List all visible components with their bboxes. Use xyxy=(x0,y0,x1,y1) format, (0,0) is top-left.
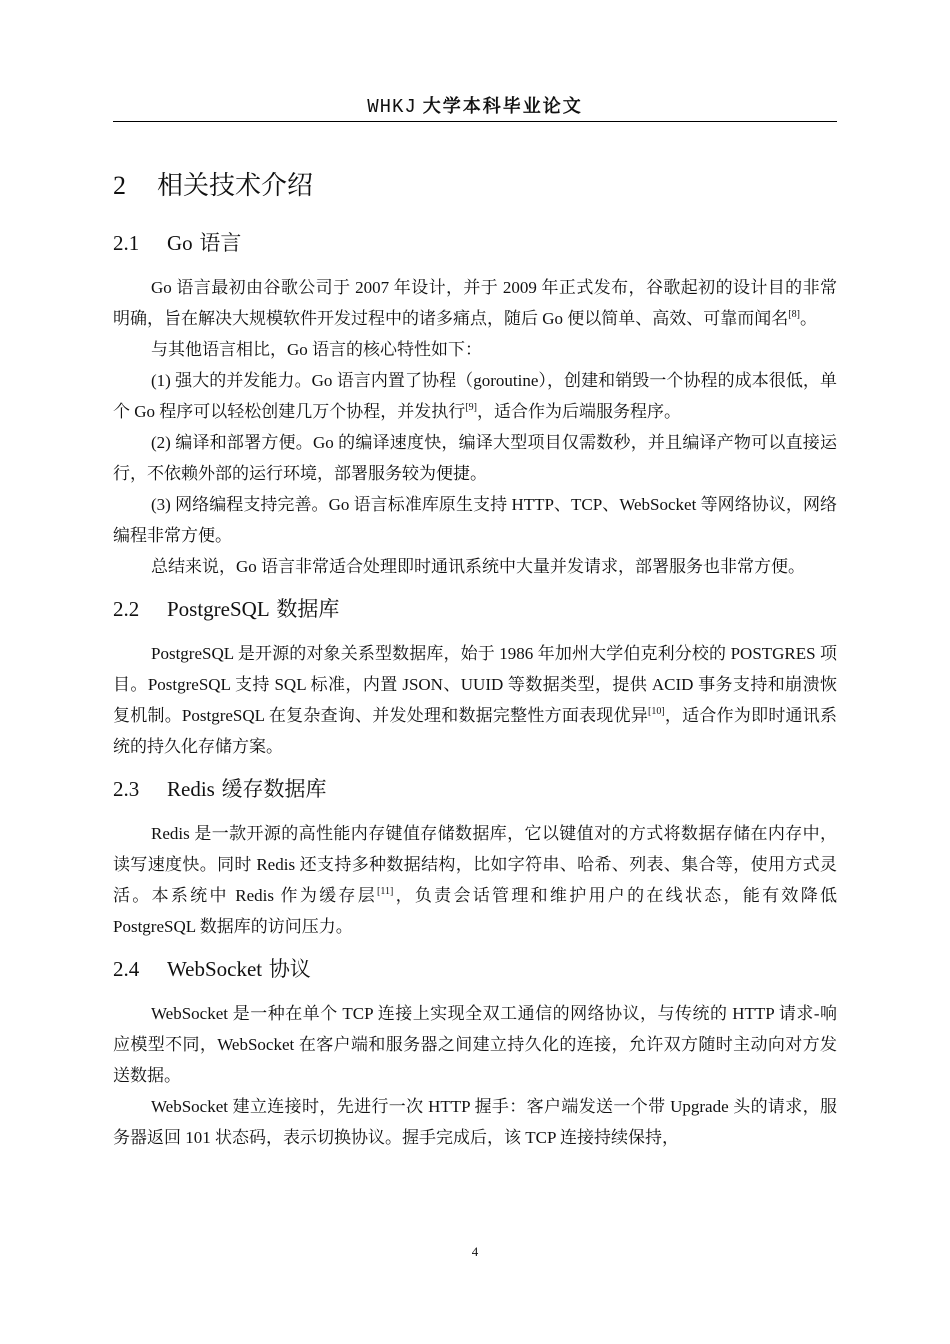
chapter-number: 2 xyxy=(113,171,126,200)
chapter-heading xyxy=(113,166,837,206)
section-heading xyxy=(113,592,837,626)
paragraph-text: Go 语言最初由谷歌公司于 2007 年设计，并于 2009 年正式发布，谷歌起初的设计目的非常明确，旨在解决大规模软件开发过程中的诸多痛点，随后 Go 便以简单、高效、可靠而闻名 xyxy=(113,278,837,328)
section-title-latin: PostgreSQL xyxy=(167,597,270,621)
paragraph xyxy=(113,998,837,1091)
header-school: WHKJ xyxy=(367,96,417,118)
paragraph-text-tail: ，适合作为后端服务程序。 xyxy=(476,402,681,421)
paragraph-text-tail: ，负责会话管理和维护用户的在线状态，能有效降低 PostgreSQL 数据库的访问压力。 xyxy=(113,886,837,936)
header-rule xyxy=(113,121,837,122)
paragraph xyxy=(113,365,837,427)
section-number: 2.3 xyxy=(113,777,140,801)
paragraph-text: (1) 强大的并发能力。Go 语言内置了协程（goroutine），创建和销毁一个协程的成本很低，单个 Go 程序可以轻松创建几万个协程，并发执行 xyxy=(113,371,837,421)
citation: [10] xyxy=(648,706,665,717)
section-title-cn: 协议 xyxy=(268,957,311,981)
running-header xyxy=(113,92,837,121)
paragraph xyxy=(113,551,837,582)
section-title-cn: 缓存数据库 xyxy=(221,777,327,801)
section-heading xyxy=(113,772,837,806)
paragraph xyxy=(113,1091,837,1153)
section-title-latin: Go xyxy=(167,231,193,255)
section-title-cn: 数据库 xyxy=(276,597,340,621)
section xyxy=(113,592,837,762)
paragraph xyxy=(113,334,837,365)
paragraph-text: WebSocket 是一种在单个 TCP 连接上实现全双工通信的网络协议，与传统的 HTTP 请求-响应模型不同，WebSocket 在客户端和服务器之间建立持久化的连接，允许双方随时主动向对方发送数据。 xyxy=(113,1004,837,1085)
paragraph-text-tail: ，适合作为即时通讯系统的持久化存储方案。 xyxy=(113,706,838,756)
citation: [9] xyxy=(465,402,477,413)
sections xyxy=(113,226,837,1153)
section-title-latin: WebSocket xyxy=(167,957,263,981)
section-title-latin: Redis xyxy=(167,777,215,801)
paragraph xyxy=(113,272,837,334)
paragraph-text: WebSocket 建立连接时，先进行一次 HTTP 握手：客户端发送一个带 Upgrade 头的请求，服务器返回 101 状态码，表示切换协议。握手完成后，该 TCP 连接持续保持， xyxy=(113,1097,837,1147)
section xyxy=(113,952,837,1153)
section xyxy=(113,226,837,582)
paragraph-text: (2) 编译和部署方便。Go 的编译速度快，编译大型项目仅需数秒，并且编译产物可以直接运行，不依赖外部的运行环境，部署服务较为便捷。 xyxy=(113,433,837,483)
section-number: 2.2 xyxy=(113,597,140,621)
section-title-cn: 语言 xyxy=(199,231,242,255)
section-heading xyxy=(113,226,837,260)
citation: [11] xyxy=(377,886,394,897)
paragraph-text-tail: 。 xyxy=(799,309,817,328)
paragraph-text: (3) 网络编程支持完善。Go 语言标准库原生支持 HTTP、TCP、WebSocket 等网络协议，网络编程非常方便。 xyxy=(113,495,837,545)
section xyxy=(113,772,837,942)
paragraph xyxy=(113,818,837,942)
citation: [8] xyxy=(788,309,800,320)
page xyxy=(113,0,837,1344)
paragraph-text: PostgreSQL 是开源的对象关系型数据库，始于 1986 年加州大学伯克利分校的 POSTGRES 项目。PostgreSQL 支持 SQL 标准，内置 JSON、UUID 等数据类型，提供 ACID 事务支持和崩溃恢复机制。PostgreSQL 在复杂查询、并发处理和数据完整性方面表现优异 xyxy=(113,644,837,725)
paragraph xyxy=(113,427,837,489)
section-number: 2.1 xyxy=(113,231,140,255)
paragraph-text: 与其他语言相比，Go 语言的核心特性如下： xyxy=(151,340,483,359)
paragraph-text: Redis 是一款开源的高性能内存键值存储数据库，它以键值对的方式将数据存储在内存中，读写速度快。同时 Redis 还支持多种数据结构，比如字符串、哈希、列表、集合等，使用方式灵活。本系统中 Redis 作为缓存层 xyxy=(113,824,837,905)
body-content xyxy=(113,166,837,1163)
page-number: 4 xyxy=(471,1244,479,1259)
section-heading xyxy=(113,952,837,986)
chapter-title: 相关技术介绍 xyxy=(157,171,314,201)
section-number: 2.4 xyxy=(113,957,140,981)
header-title: 大学本科毕业论文 xyxy=(422,96,583,117)
paragraph xyxy=(113,638,837,762)
paragraph xyxy=(113,489,837,551)
paragraph-text: 总结来说，Go 语言非常适合处理即时通讯系统中大量并发请求，部署服务也非常方便。 xyxy=(151,557,806,576)
